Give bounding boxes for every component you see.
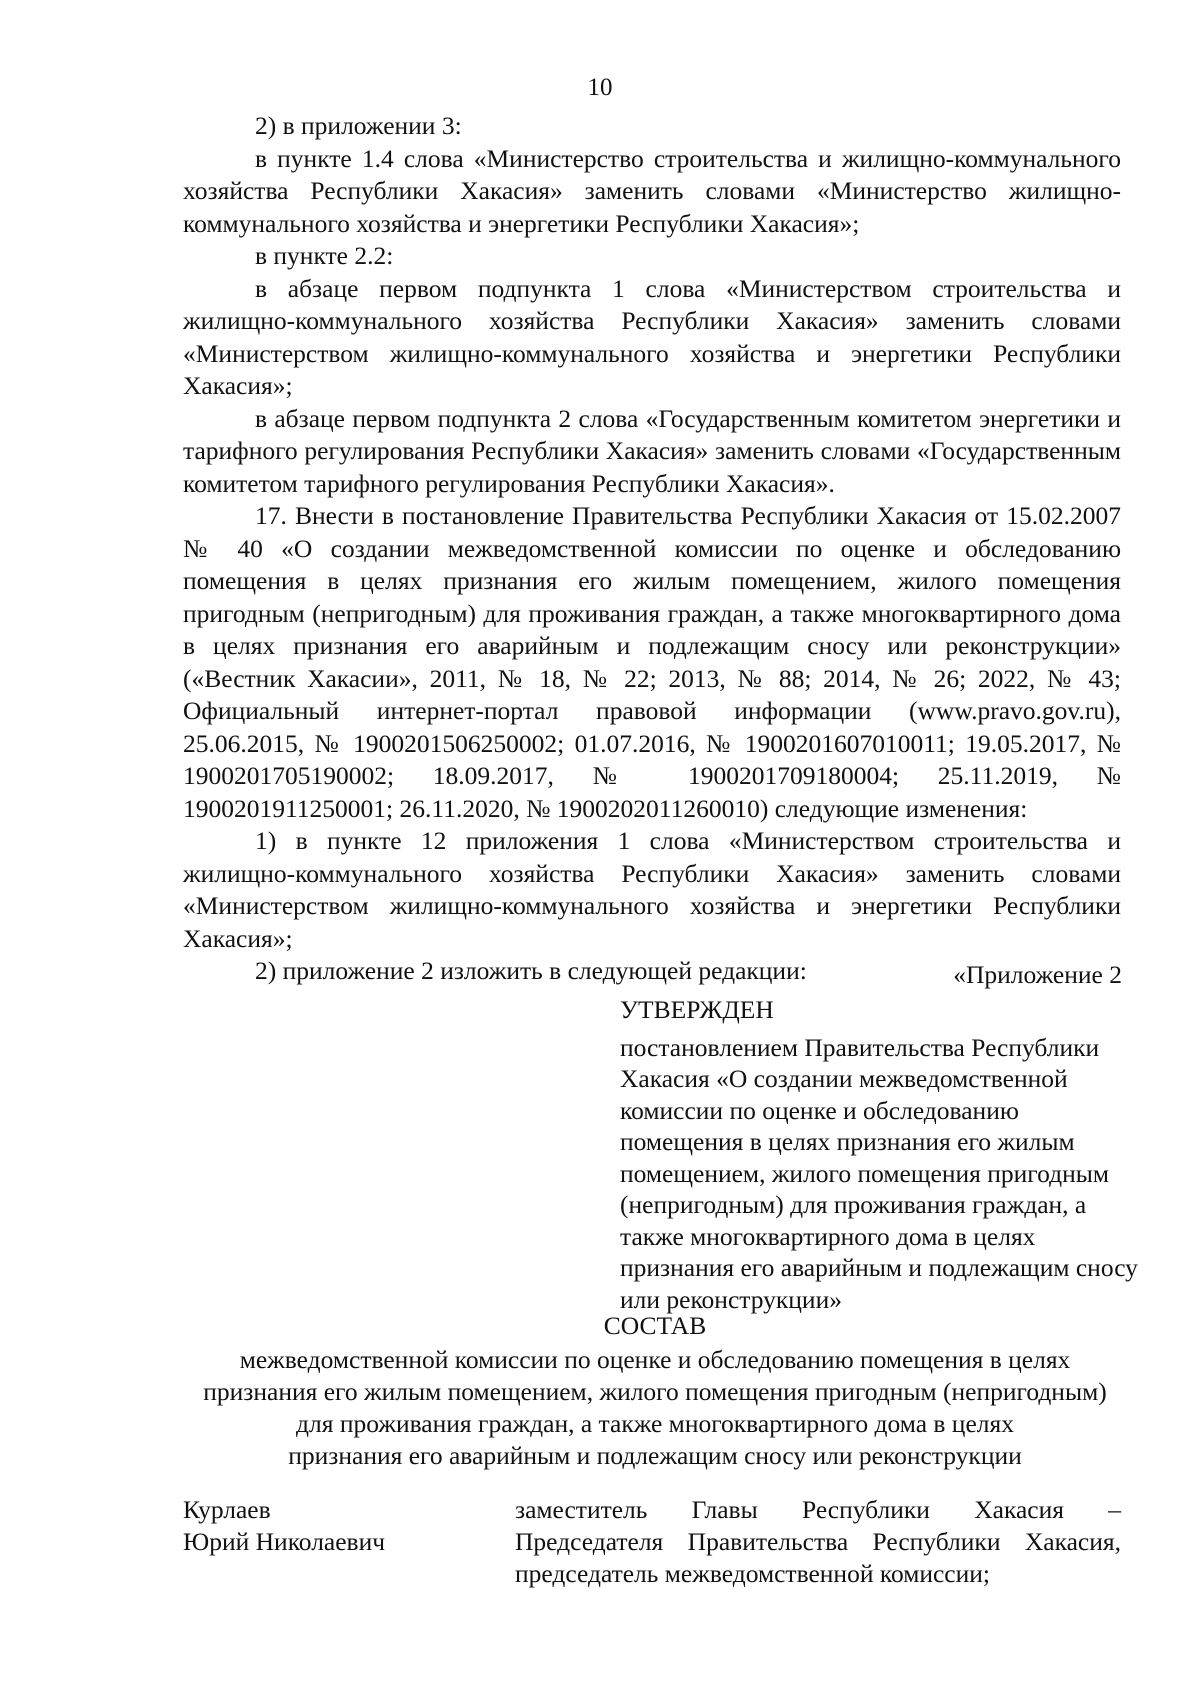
paragraph: в абзаце первом подпункта 1 слова «Министерством строительства и жилищно-коммунального хозяйства Республики Хакасия» заменить словами «Министерством жилищно-коммунального хозяйства и энергетики Республики Хакасия»;: [183, 273, 1121, 400]
paragraph: 17. Внести в постановление Правительства Республики Хакасия от 15.02.2007 № 40 «О создании межведомственной комиссии по оценке и обследованию помещения в целях признания его жилым помещением, жилого помещения пригодным (непригодным) для проживания граждан, а также многоквартирного дома в целях признания его аварийным и подлежащим сносу или реконструкции» («Вестник Хакасии», 2011, № 18, № 22; 2013, № 88; 2014, № 26; 2022, № 43; Официальный интернет-портал правовой информации (www.pravo.gov.ru), 25.06.2015, № 1900201506250002; 01.07.2016, № 1900201607010011; 19.05.2017, № 1900201705190002; 18.09.2017, № 1900201709180004; 25.11.2019, № 1900201911250001; 26.11.2020, № 1900202011260010) следующие изменения:: [183, 501, 1121, 823]
paragraph: 1) в пункте 12 приложения 1 слова «Министерством строительства и жилищно-коммунального хозяйства Республики Хакасия» заменить словами «Министерством жилищно-коммунального хозяйства и энергетики Республики Хакасия»;: [183, 826, 1121, 953]
member-position: заместитель Главы Республики Хакасия – Председателя Правительства Республики Хакасия, председатель межведомственной комиссии;: [515, 1495, 1121, 1588]
composition-heading: [190, 1310, 1120, 1472]
paragraph: 2) приложение 2 изложить в следующей редакции:: [255, 956, 807, 985]
page-number: 10: [587, 74, 613, 101]
approval-heading: УТВЕРЖДЕН: [620, 995, 774, 1024]
member-given-names: Юрий Николаевич: [183, 1527, 386, 1556]
paragraph: в пункте 1.4 слова «Министерство строительства и жилищно-коммунального хозяйства Республики Хакасия» заменить словами «Министерство жилищно-коммунального хозяйства и энергетики Республики Хакасия»;: [183, 143, 1121, 238]
appendix-label: «Приложение 2: [953, 960, 1122, 989]
composition-title: СОСТАВ: [603, 1311, 707, 1340]
paragraph: в абзаце первом подпункта 2 слова «Государственным комитетом энергетики и тарифного регулирования Республики Хакасия» заменить словами «Государственным комитетом тарифного регулирования Республики Хакасия».: [183, 403, 1121, 498]
approval-text: постановлением Правительства Республики Хакасия «О создании межведомственной комиссии по оценке и обследованию помещения в целях признания его жилым помещением, жилого помещения пригодным (непригодным) для проживания граждан, а также многоквартирного дома в целях признания его аварийным и подлежащим сносу или реконструкции»: [620, 1032, 1138, 1314]
member-surname: Курлаев: [183, 1495, 271, 1524]
composition-subtitle-line: признания его жилым помещением, жилого помещения пригодным (непригодным): [203, 1377, 1107, 1406]
paragraph: 2) в приложении 3:: [255, 111, 462, 140]
paragraph: в пункте 2.2:: [255, 241, 394, 270]
member-name: [183, 1494, 483, 1558]
composition-subtitle-line: признания его аварийным и подлежащим сносу или реконструкции: [288, 1441, 1022, 1470]
composition-subtitle-line: межведомственной комиссии по оценке и обследованию помещения в целях: [239, 1345, 1071, 1374]
approval-block: [620, 994, 1140, 1315]
document-body: [183, 110, 1121, 988]
composition-subtitle-line: для проживания граждан, а также многоквартирного дома в целях: [296, 1409, 1014, 1438]
